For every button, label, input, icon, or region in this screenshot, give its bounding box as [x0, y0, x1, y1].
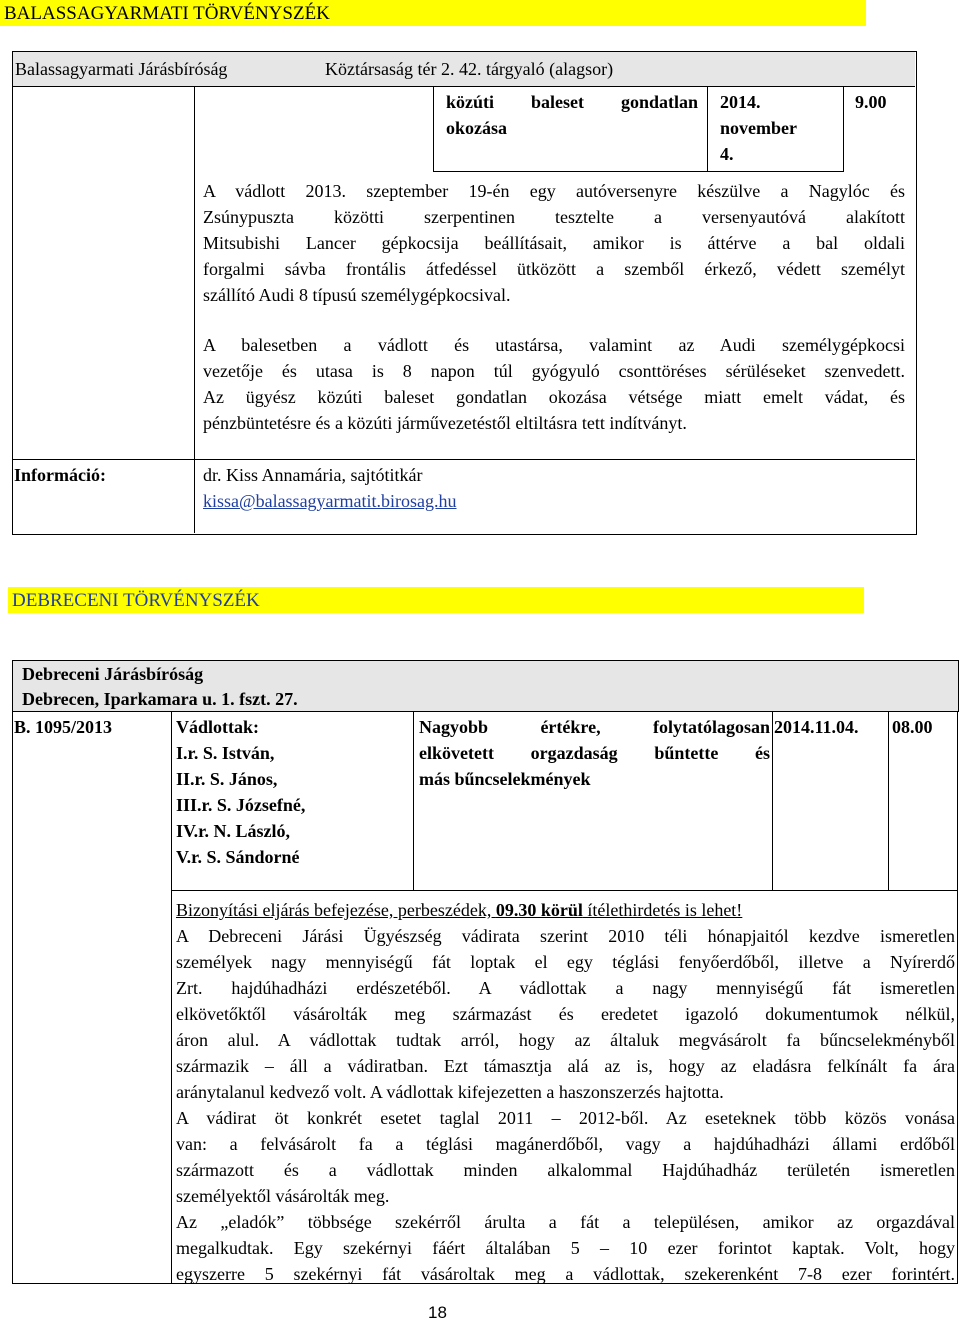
- text-line: származott és a vádlottak minden alkalommal Hajdúhadház területén ismeretlen: [176, 1160, 955, 1180]
- press-contact-email-link[interactable]: kissa@balassagyarmatit.birosag.hu: [203, 491, 457, 511]
- column-divider: [171, 711, 172, 1283]
- text-line: Nagyobb értékre, folytatólagosan: [419, 717, 770, 737]
- text-line: van: a felvásárolt fa a téglási magánerdőből, vagy a hajdúhadházi állami erdőből: [176, 1134, 955, 1154]
- text-line: személyek nagy mennyiségű fát loptak el egy téglási fenyőerdőből, illetve a Nyírerdő: [176, 952, 955, 972]
- text-line: egyszerre 5 szekérnyi fát vásároltak meg a vádlottak, szekerenként 7-8 ezer forintért.: [176, 1264, 955, 1284]
- frame-left: [12, 711, 13, 1283]
- court-heading-debrecen: [8, 587, 864, 613]
- notice-time: 09.30 körül: [495, 900, 583, 920]
- info-label: Információ:: [14, 465, 106, 485]
- frame-right: [957, 711, 958, 1283]
- notice-text: Bizonyítási eljárás befejezése, perbeszédek,: [176, 900, 496, 920]
- text-line: aránytalanul kedvező volt. A vádlottak kifejezetten a haszonszerzés hajtotta.: [176, 1082, 724, 1102]
- text-line: A vádirat öt konkrét esetet taglal 2011 – 2012-ből. Az eseteknek több közös vonása: [176, 1108, 955, 1128]
- cell-border: [843, 86, 844, 171]
- defendant-item: III.r. S. Józsefné,: [176, 795, 306, 815]
- text-line: elkövetőktől vásárolták meg származást és eredetet igazoló dokumentumok nélkül,: [176, 1004, 955, 1024]
- text-line: szállító Audi 8 típusú személygépkocsival.: [203, 285, 511, 305]
- info-row-divider: [13, 459, 915, 460]
- text-line: megalkudtak. Egy szekérnyi fáért általában 5 – 10 ezer forintot kaptak. Volt, hogy: [176, 1238, 955, 1258]
- notice-text: ítélethirdetés is lehet!: [582, 900, 743, 920]
- text-line: áron alul. A vádlottak tudtak arról, hogy az általuk megvásárolt fa bűncselekményből: [176, 1030, 955, 1050]
- cell-border: [707, 86, 708, 171]
- defendants-list: [176, 740, 305, 870]
- court-heading-balassagyarmat: [0, 0, 866, 26]
- text-line: A Debreceni Járási Ügyészség vádirata szerint 2010 téli hónapjaitól kezdve ismeretlen: [176, 926, 955, 946]
- defendant-item: I.r. S. István,: [176, 743, 275, 763]
- page-number: 18: [428, 1303, 447, 1322]
- hearing-time: 9.00: [855, 92, 887, 112]
- court-heading-text: BALASSAGYARMATI TÖRVÉNYSZÉK: [4, 3, 330, 24]
- case-number: B. 1095/2013: [14, 717, 113, 737]
- cell-border: [413, 711, 414, 890]
- date-line1: 2014.: [720, 92, 761, 112]
- defendants-label: Vádlottak:: [176, 717, 260, 737]
- defendant-item: V.r. S. Sándorné: [176, 847, 300, 867]
- text-line: Zrt. hajdúhadházi erdészetéből. A vádlottak a nagy mennyiségű fát ismeretlen: [176, 978, 955, 998]
- court-address: Köztársaság tér 2. 42. tárgyaló (alagsor): [325, 59, 614, 79]
- case-description-para1: [203, 178, 905, 282]
- defendant-item: II.r. S. János,: [176, 769, 278, 789]
- court-address: Debrecen, Iparkamara u. 1. fszt. 27.: [22, 689, 298, 709]
- hearing-time: 08.00: [892, 717, 933, 737]
- text-line: Zsúnypuszta közötti szerpentinen tesztelte a versenyautóvá alakított: [203, 207, 905, 227]
- case-type-line1: közúti baleset gondatlan: [446, 92, 698, 112]
- case-description-para2: [203, 332, 905, 410]
- court-heading-text: DEBRECENI TÖRVÉNYSZÉK: [12, 590, 260, 611]
- court-header-row: [13, 52, 915, 87]
- hearing-date: 2014.11.04.: [774, 717, 859, 737]
- text-line: személyektől vásárolták meg.: [176, 1186, 390, 1206]
- hearing-notice: [176, 897, 742, 923]
- case-description: [176, 923, 955, 1287]
- court-name: Debreceni Járásbíróság: [22, 664, 204, 684]
- text-line: A balesetben a vádlott és utastársa, valamint az Audi személygépkocsi: [203, 335, 905, 355]
- cell-border: [433, 86, 434, 171]
- column-divider: [194, 86, 195, 533]
- charge-text: [419, 714, 770, 766]
- date-line2: november: [720, 118, 797, 138]
- text-line: elkövetett orgazdaság bűntette és: [419, 743, 770, 763]
- text-line: pénzbüntetésre és a közúti járművezetéstől eltiltásra tett indítványt.: [203, 413, 687, 433]
- text-line: Mitsubishi Lancer gépkocsija beállításait, amikor is áttérve a bal oldali: [203, 233, 905, 253]
- cell-border: [433, 171, 844, 172]
- cell-border: [888, 711, 889, 890]
- cell-border: [772, 711, 773, 890]
- text-line: Az ügyész közúti baleset gondatlan okozása vétsége miatt emelt vádat, és: [203, 387, 905, 407]
- case-type-line2: okozása: [446, 118, 508, 138]
- text-line: A vádlott 2013. szeptember 19-én egy autóversenyre készülve a Nagylóc és: [203, 181, 905, 201]
- court-name: Balassagyarmati Járásbíróság: [15, 59, 228, 79]
- text-line: Az „eladók” többsége szekérről árulta a fát a településen, amikor az orgazdával: [176, 1212, 955, 1232]
- court-header-block: [12, 660, 959, 712]
- text-line: más bűncselekmények: [419, 769, 591, 789]
- row-divider: [171, 890, 957, 891]
- text-line: forgalmi sávba frontális átfedéssel ütközött a szemből érkező, védett személyt: [203, 259, 905, 279]
- defendant-item: IV.r. N. László,: [176, 821, 291, 841]
- date-line3: 4.: [720, 144, 734, 164]
- text-line: származik – áll a vádiratban. Ezt támasztja alá az is, hogy az eladásra felkínált fa ára: [176, 1056, 955, 1076]
- text-line: vezetője és utasa is 8 napon túl gyógyuló csonttöréses sérüléseket szenvedett.: [203, 361, 905, 381]
- press-contact-name: dr. Kiss Annamária, sajtótitkár: [203, 465, 423, 485]
